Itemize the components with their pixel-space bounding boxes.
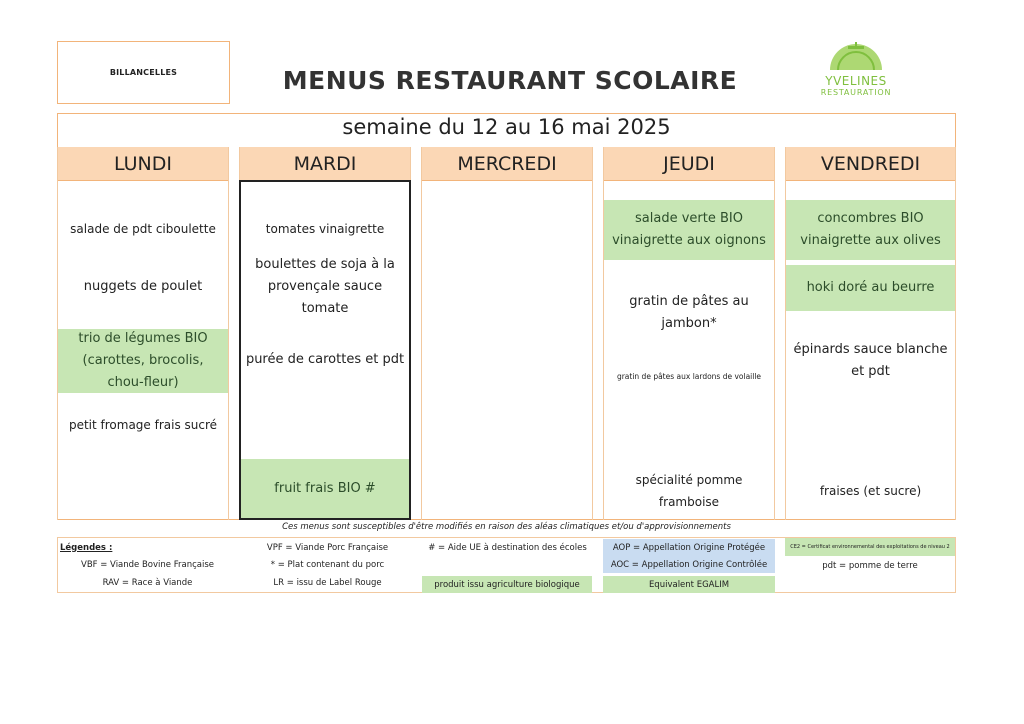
day-header-jeudi: JEUDI xyxy=(604,147,774,181)
legend-ce2: CE2 = Certificat environnemental des exploitations de niveau 2 xyxy=(785,538,955,556)
menu-notice: Ces menus sont susceptibles d'être modifiés en raison des aléas climatiques et/ou d'approvisionnements xyxy=(282,522,731,532)
lundi-accomp-line1: trio de légumes BIO xyxy=(78,331,208,346)
legend-aoc: AOC = Appellation Origine Contrôlée xyxy=(603,556,775,573)
jeudi-entree-line1: salade verte BIO xyxy=(635,211,743,226)
jeudi-dessert: spécialité pomme framboise xyxy=(635,473,743,509)
vendredi-plat: hoki doré au beurre xyxy=(786,265,955,311)
jeudi-alternative: gratin de pâtes aux lardons de volaille xyxy=(616,371,762,381)
jeudi-plat-line2: jambon* xyxy=(661,316,717,331)
lundi-accomp-line3: chou-fleur) xyxy=(107,375,179,390)
legend-rav: RAV = Race à Viande xyxy=(102,577,193,588)
mardi-entree: tomates vinaigrette xyxy=(265,222,385,236)
lundi-laitage: petit fromage frais sucré xyxy=(68,418,218,432)
logo-text-line2: RESTAURATION xyxy=(820,88,892,97)
mardi-plat-line1: boulettes de soja à la xyxy=(255,257,395,272)
vendredi-entree xyxy=(786,200,955,260)
vendredi-accomp-line1: épinards sauce blanche xyxy=(793,342,948,357)
legend-pdt: pdt = pomme de terre xyxy=(822,560,918,571)
day-header-mercredi: MERCREDI xyxy=(422,147,592,181)
lundi-plat: nuggets de poulet xyxy=(83,279,203,294)
lundi-accomp-line2: (carottes, brocolis, xyxy=(82,353,204,368)
legend-vbf: VBF = Viande Bovine Française xyxy=(81,559,214,570)
school-name-box xyxy=(57,41,230,104)
mardi-plat-line2: provençale sauce tomate xyxy=(267,279,383,316)
mardi-highlight-border xyxy=(239,180,411,520)
legend-porc: * = Plat contenant du porc xyxy=(270,559,385,570)
legend-egalim: Equivalent EGALIM xyxy=(603,576,775,593)
day-header-mardi: MARDI xyxy=(240,147,410,181)
legend-label-rouge: LR = issu de Label Rouge xyxy=(273,577,382,588)
legend-bio: produit issu agriculture biologique xyxy=(422,576,592,593)
day-column-mercredi xyxy=(421,147,593,520)
day-column-vendredi xyxy=(785,147,956,520)
legend-aop: AOP = Appellation Origine Protégée xyxy=(603,539,775,556)
mardi-dessert: fruit frais BIO # xyxy=(240,459,410,519)
day-header-vendredi: VENDREDI xyxy=(786,147,955,181)
jeudi-plat-line1: gratin de pâtes au xyxy=(629,294,749,309)
day-header-lundi: LUNDI xyxy=(58,147,228,181)
jeudi-entree xyxy=(604,200,774,260)
legend-aide-ue: # = Aide UE à destination des écoles xyxy=(428,542,587,553)
jeudi-entree-line2: vinaigrette aux oignons xyxy=(612,233,766,248)
mardi-accompagnement: purée de carottes et pdt xyxy=(245,352,405,367)
legend-title: Légendes : xyxy=(60,542,113,553)
jeudi-plat xyxy=(604,289,774,337)
school-name: BILLANCELLES xyxy=(109,68,178,77)
week-title: semaine du 12 au 16 mai 2025 xyxy=(342,115,671,139)
lundi-accompagnement xyxy=(58,329,228,393)
logo-text-line1: YVELINES xyxy=(825,74,887,88)
vendredi-accompagnement xyxy=(786,337,955,385)
vendredi-accomp-line2: et pdt xyxy=(851,364,890,379)
day-column-jeudi xyxy=(603,147,775,520)
legend-vpf: VPF = Viande Porc Française xyxy=(266,542,389,553)
vendredi-entree-line2: vinaigrette aux olives xyxy=(800,233,941,248)
lundi-entree: salade de pdt ciboulette xyxy=(70,222,216,236)
day-column-lundi xyxy=(57,147,229,520)
vendredi-entree-line1: concombres BIO xyxy=(817,211,924,226)
page-title: MENUS RESTAURANT SCOLAIRE xyxy=(282,66,738,95)
vendredi-dessert: fraises (et sucre) xyxy=(819,484,922,498)
